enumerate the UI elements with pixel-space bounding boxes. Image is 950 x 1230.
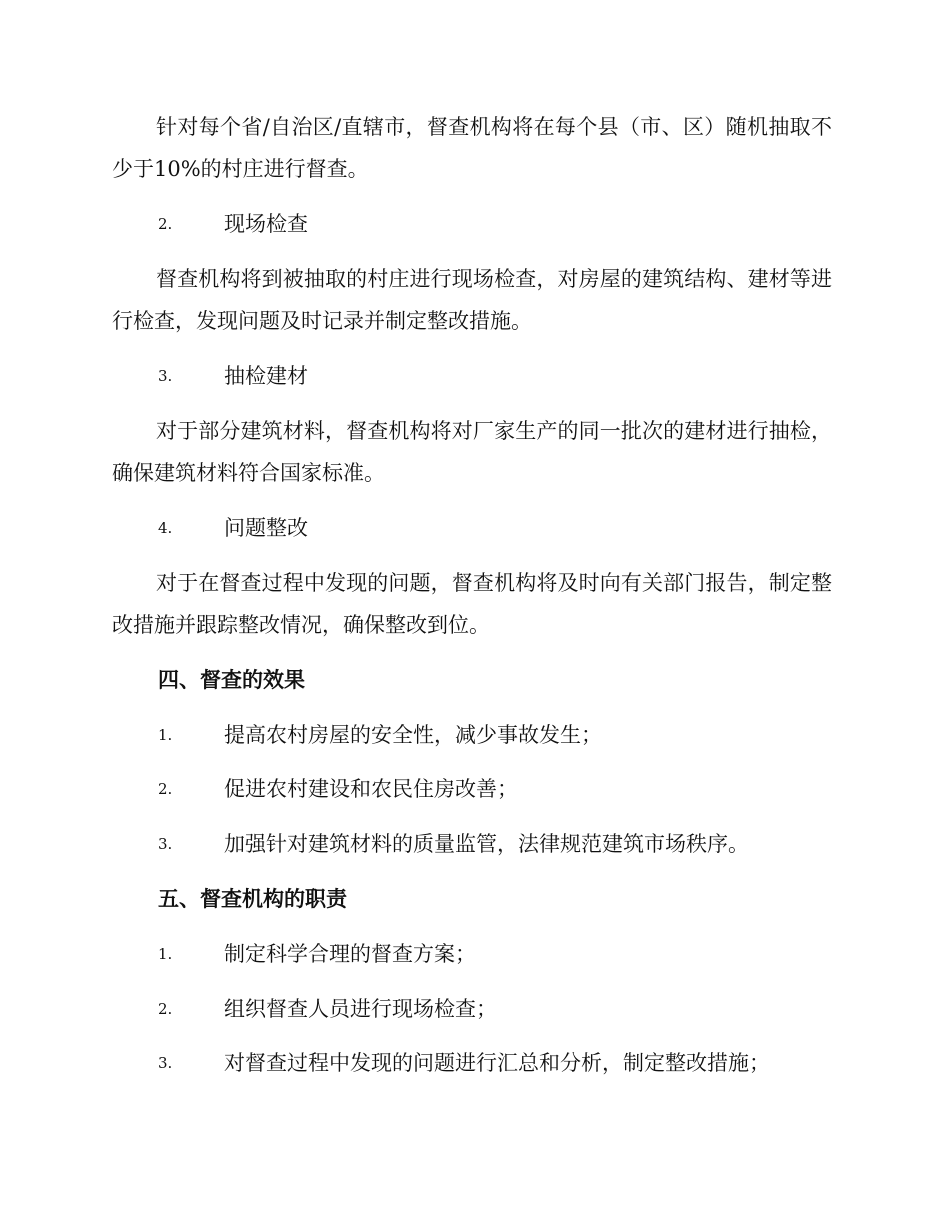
section-heading-effects: 四、督查的效果 (158, 667, 305, 692)
list-number: 4. (158, 519, 173, 537)
duties-item (158, 938, 476, 970)
list-number: 1. (158, 726, 173, 744)
paragraph-material-sampling: 对于部分建筑材料，督查机构将对厂家生产的同一批次的建材进行抽检，确保建筑材料符合国家标准。 (112, 419, 832, 485)
list-text: 问题整改 (224, 516, 308, 540)
list-text: 现场检查 (224, 212, 308, 236)
effects-item (158, 828, 749, 860)
list-text: 加强针对建筑材料的质量监管，法律规范建筑市场秩序。 (224, 832, 749, 856)
effects-item (158, 719, 602, 751)
step-item-site-inspection (158, 208, 308, 240)
list-number: 2. (158, 1000, 173, 1018)
paragraph-sampling: 针对每个省/自治区/直辖市，督查机构将在每个县（市、区）随机抽取不少于10%的村庄进行督查。 (112, 115, 832, 181)
list-text: 对督查过程中发现的问题进行汇总和分析，制定整改措施； (224, 1051, 770, 1075)
step-item-material-sampling (158, 360, 308, 392)
list-number: 3. (158, 367, 173, 385)
list-text: 组织督查人员进行现场检查； (224, 997, 497, 1021)
list-text: 促进农村建设和农民住房改善； (224, 777, 518, 801)
effects-item (158, 773, 518, 805)
paragraph-rectification: 对于在督查过程中发现的问题，督查机构将及时向有关部门报告，制定整改措施并跟踪整改情况，确保整改到位。 (112, 571, 832, 637)
list-number: 2. (158, 780, 173, 798)
list-text: 提高农村房屋的安全性，减少事故发生； (224, 723, 602, 747)
step-item-rectification (158, 512, 308, 544)
section-heading-duties: 五、督查机构的职责 (158, 886, 347, 911)
list-number: 1. (158, 945, 173, 963)
paragraph-site-inspection: 督查机构将到被抽取的村庄进行现场检查，对房屋的建筑结构、建材等进行检查，发现问题及时记录并制定整改措施。 (112, 267, 832, 333)
list-number: 3. (158, 835, 173, 853)
duties-item (158, 993, 497, 1025)
list-number: 3. (158, 1054, 173, 1072)
list-number: 2. (158, 215, 173, 233)
duties-item (158, 1047, 770, 1079)
list-text: 制定科学合理的督查方案； (224, 942, 476, 966)
list-text: 抽检建材 (224, 364, 308, 388)
